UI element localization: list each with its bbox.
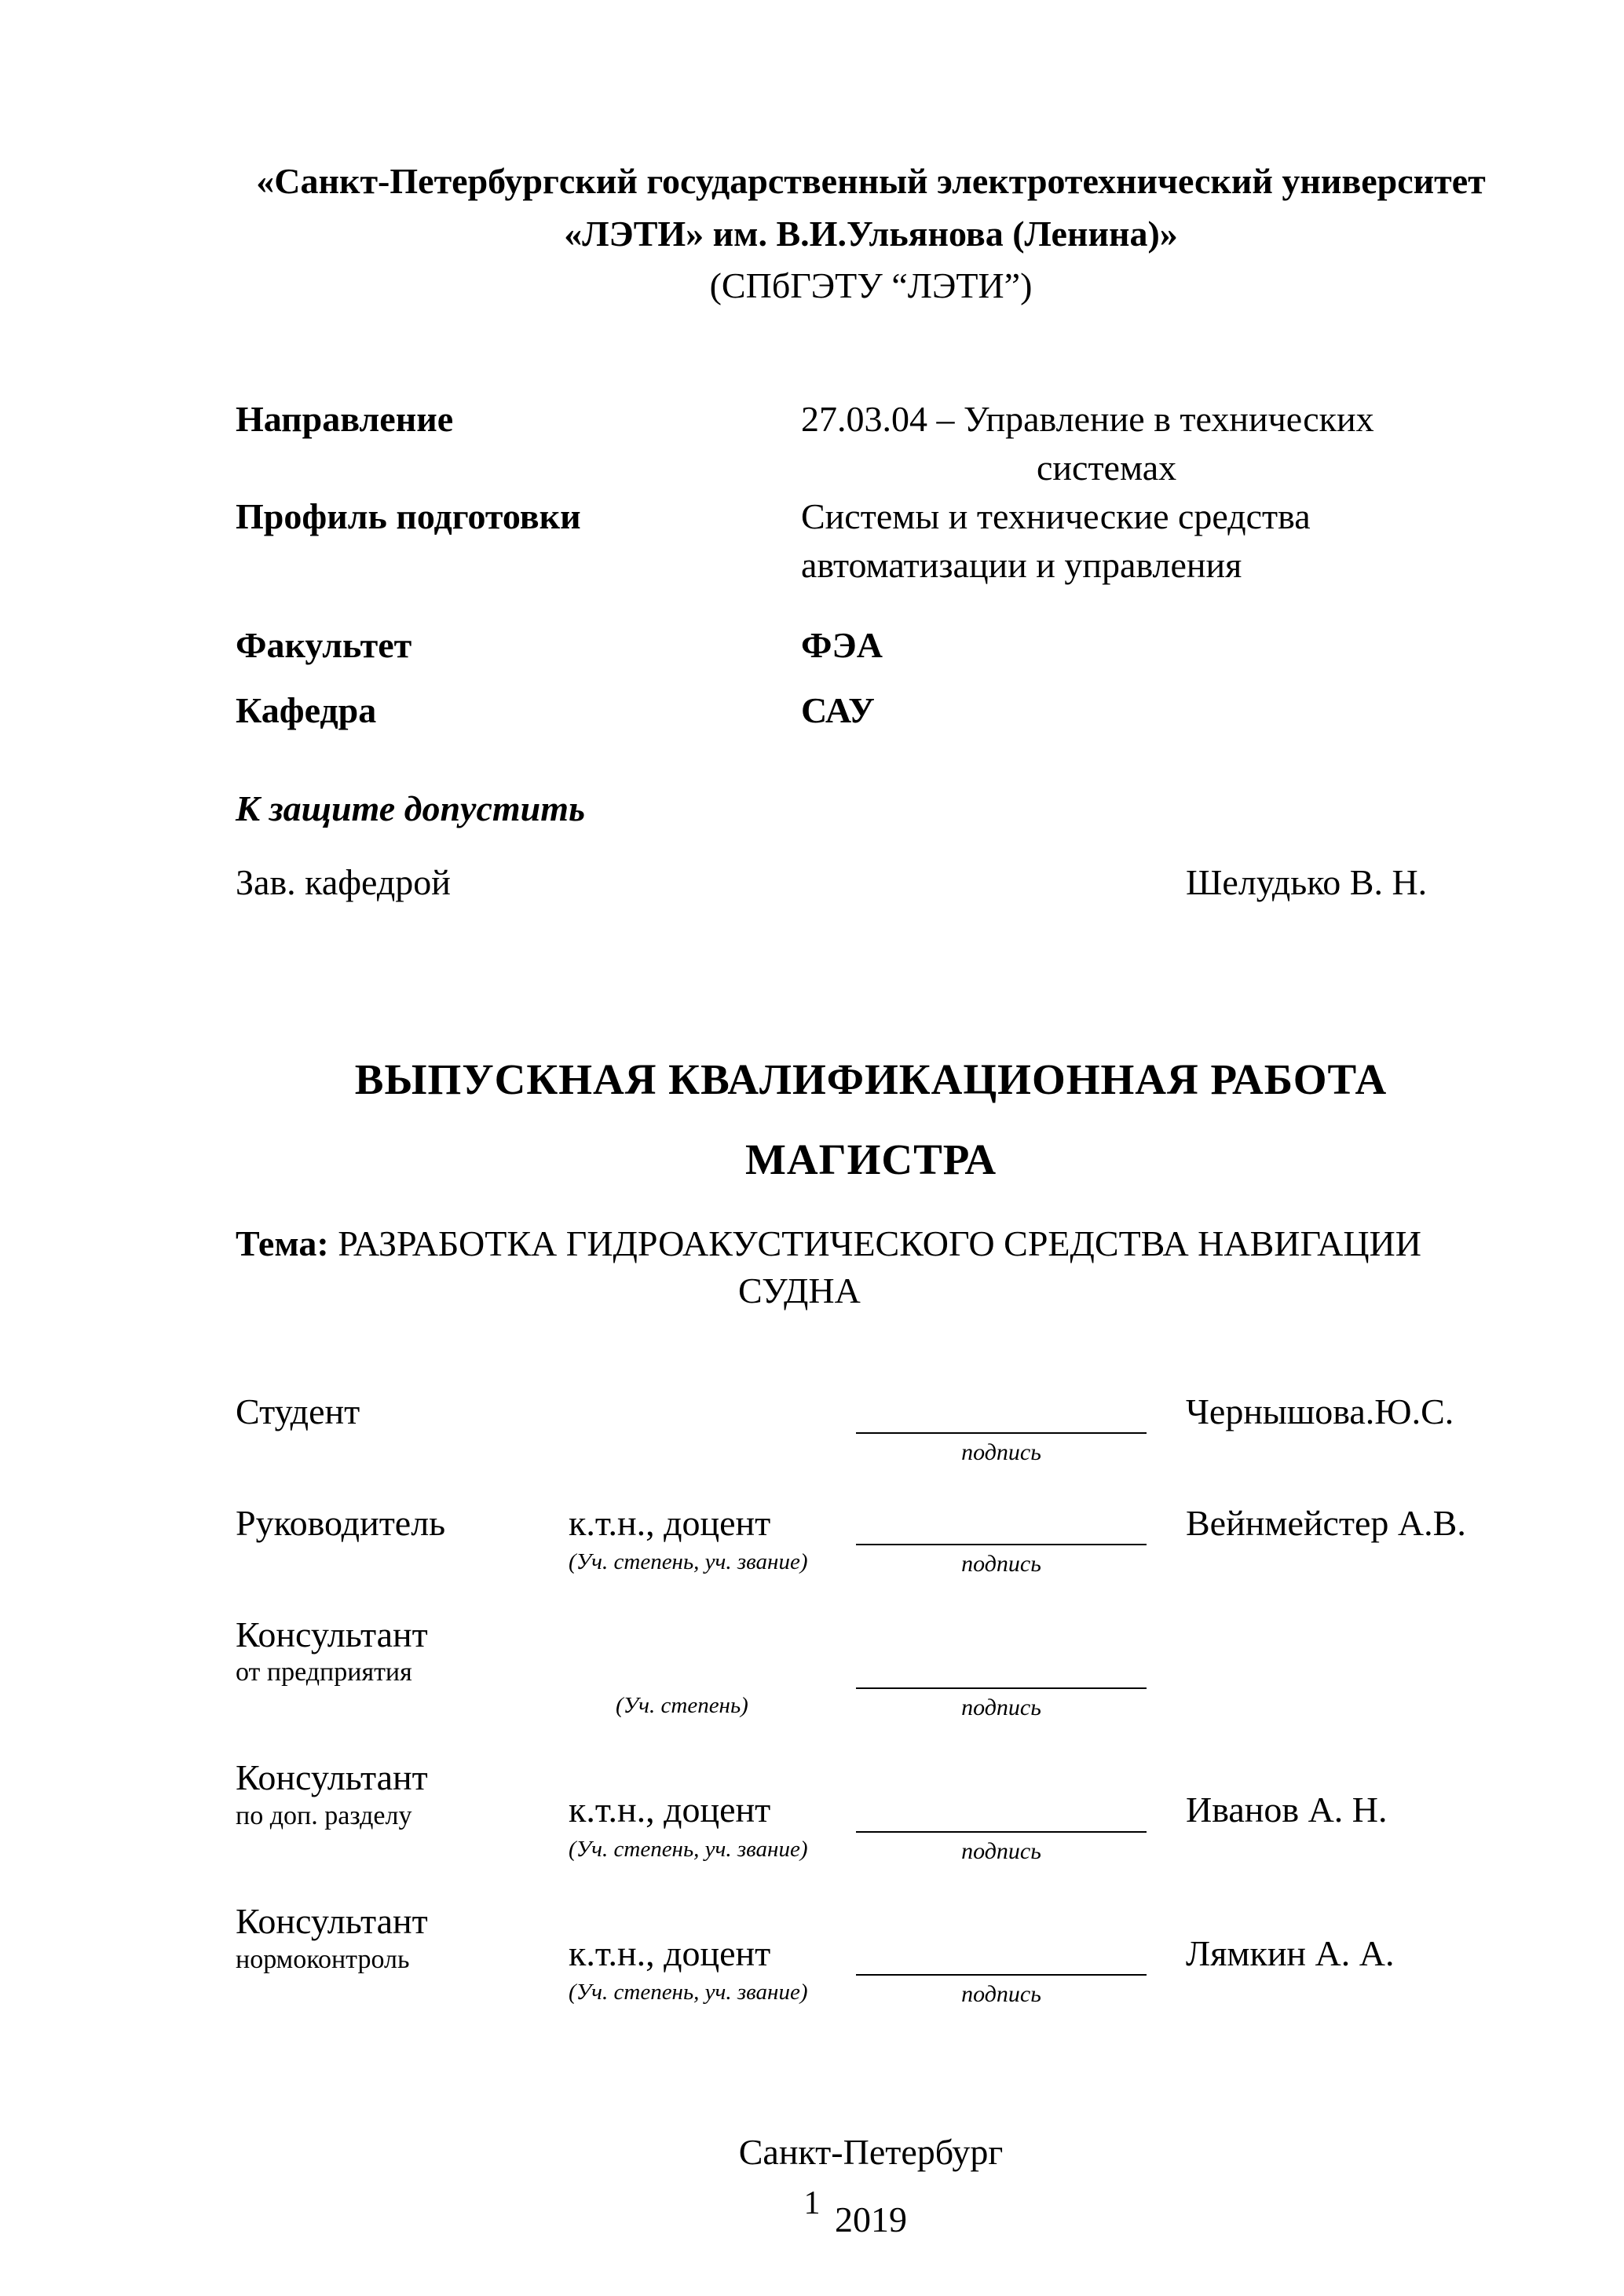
- city: Санкт-Петербург: [738, 2131, 1004, 2172]
- degree-label: к.т.н., доцент: [569, 1932, 771, 1973]
- work-title-line1: ВЫПУСКНАЯ КВАЛИФИКАЦИОННАЯ РАБОТА: [354, 1055, 1388, 1104]
- page-number: 1: [803, 2185, 821, 2222]
- department-head-row: [236, 857, 1506, 908]
- role-label: Консультант: [236, 1757, 428, 1798]
- degree-caption: (Уч. степень, уч. звание): [569, 1549, 808, 1574]
- signature-caption: подпись: [961, 1837, 1041, 1864]
- theme-paragraph: [236, 1220, 1506, 1314]
- university-header: [236, 155, 1506, 313]
- program-info: [236, 395, 1506, 735]
- signature-line: [856, 1534, 1147, 1545]
- signature-line: [856, 1423, 1147, 1434]
- department-head-name: Шелудько В. Н.: [1186, 862, 1428, 903]
- university-abbreviation: (СПбГЭТУ “ЛЭТИ”): [709, 265, 1033, 306]
- signatures-block: [236, 1389, 1506, 2009]
- admit-to-defense-line: К защите допустить: [236, 788, 586, 828]
- person-name: Чернышова.Ю.С.: [1186, 1391, 1454, 1431]
- university-name-line2: «ЛЭТИ» им. В.И.Ульянова (Ленина)»: [564, 213, 1178, 254]
- signature-caption: подпись: [961, 1439, 1041, 1465]
- university-name-line1: «Санкт-Петербургский государственный электротехнический университет: [256, 161, 1486, 201]
- work-title-line2: МАГИСТРА: [744, 1135, 997, 1184]
- theme-value: РАЗРАБОТКА ГИДРОАКУСТИЧЕСКОГО СРЕДСТВА НАВИГАЦИИ СУДНА: [338, 1223, 1421, 1311]
- role-block: [236, 1899, 569, 1976]
- department-head-label: Зав. кафедрой: [236, 862, 451, 903]
- role-label: Студент: [236, 1391, 360, 1431]
- department-row: [236, 686, 1506, 735]
- signature-row-consultant-company: [236, 1612, 1506, 1723]
- department-value: САУ: [801, 689, 875, 730]
- signature-caption: подпись: [961, 1981, 1041, 2008]
- degree-caption: (Уч. степень): [616, 1692, 748, 1718]
- signature-caption: подпись: [961, 1551, 1041, 1577]
- role-block: [236, 1612, 569, 1689]
- person-name: Иванов А. Н.: [1186, 1790, 1388, 1830]
- degree-label: к.т.н., доцент: [569, 1790, 771, 1830]
- role-sublabel: от предприятия: [236, 1658, 412, 1687]
- role-label: Консультант: [236, 1901, 428, 1942]
- theme-label: Тема:: [236, 1223, 329, 1263]
- degree-label: к.т.н., доцент: [569, 1502, 771, 1543]
- degree-caption: (Уч. степень, уч. звание): [569, 1836, 808, 1862]
- role-sublabel: по доп. разделу: [236, 1801, 412, 1830]
- direction-value: 27.03.04 – Управление в технических системах: [801, 399, 1374, 488]
- signature-row-supervisor: [236, 1501, 1506, 1579]
- profile-row: [236, 492, 1506, 590]
- year: 2019: [835, 2199, 907, 2240]
- role-block: [236, 1755, 569, 1832]
- work-title: [236, 1040, 1506, 1200]
- signature-line: [856, 1678, 1147, 1689]
- faculty-value: ФЭА: [801, 625, 883, 666]
- signature-row-student: [236, 1389, 1506, 1468]
- role-label: Руководитель: [236, 1502, 446, 1543]
- direction-label: Направление: [236, 399, 454, 440]
- person-name: Вейнмейстер А.В.: [1186, 1502, 1466, 1543]
- signature-line: [856, 1965, 1147, 1976]
- person-name: Лямкин А. А.: [1186, 1932, 1395, 1973]
- profile-value: Системы и технические средства автоматизации и управления: [801, 496, 1311, 586]
- profile-label: Профиль подготовки: [236, 496, 581, 537]
- signature-line: [856, 1822, 1147, 1833]
- role-label: Консультант: [236, 1614, 428, 1654]
- signature-caption: подпись: [961, 1694, 1041, 1720]
- faculty-row: [236, 621, 1506, 670]
- department-label: Кафедра: [236, 689, 377, 730]
- faculty-label: Факультет: [236, 625, 412, 666]
- signature-row-consultant-extra: [236, 1755, 1506, 1866]
- direction-row: [236, 395, 1506, 492]
- role-sublabel: нормоконтроль: [236, 1944, 410, 1974]
- signature-row-consultant-normcontrol: [236, 1899, 1506, 2009]
- degree-caption: (Уч. степень, уч. звание): [569, 1980, 808, 2005]
